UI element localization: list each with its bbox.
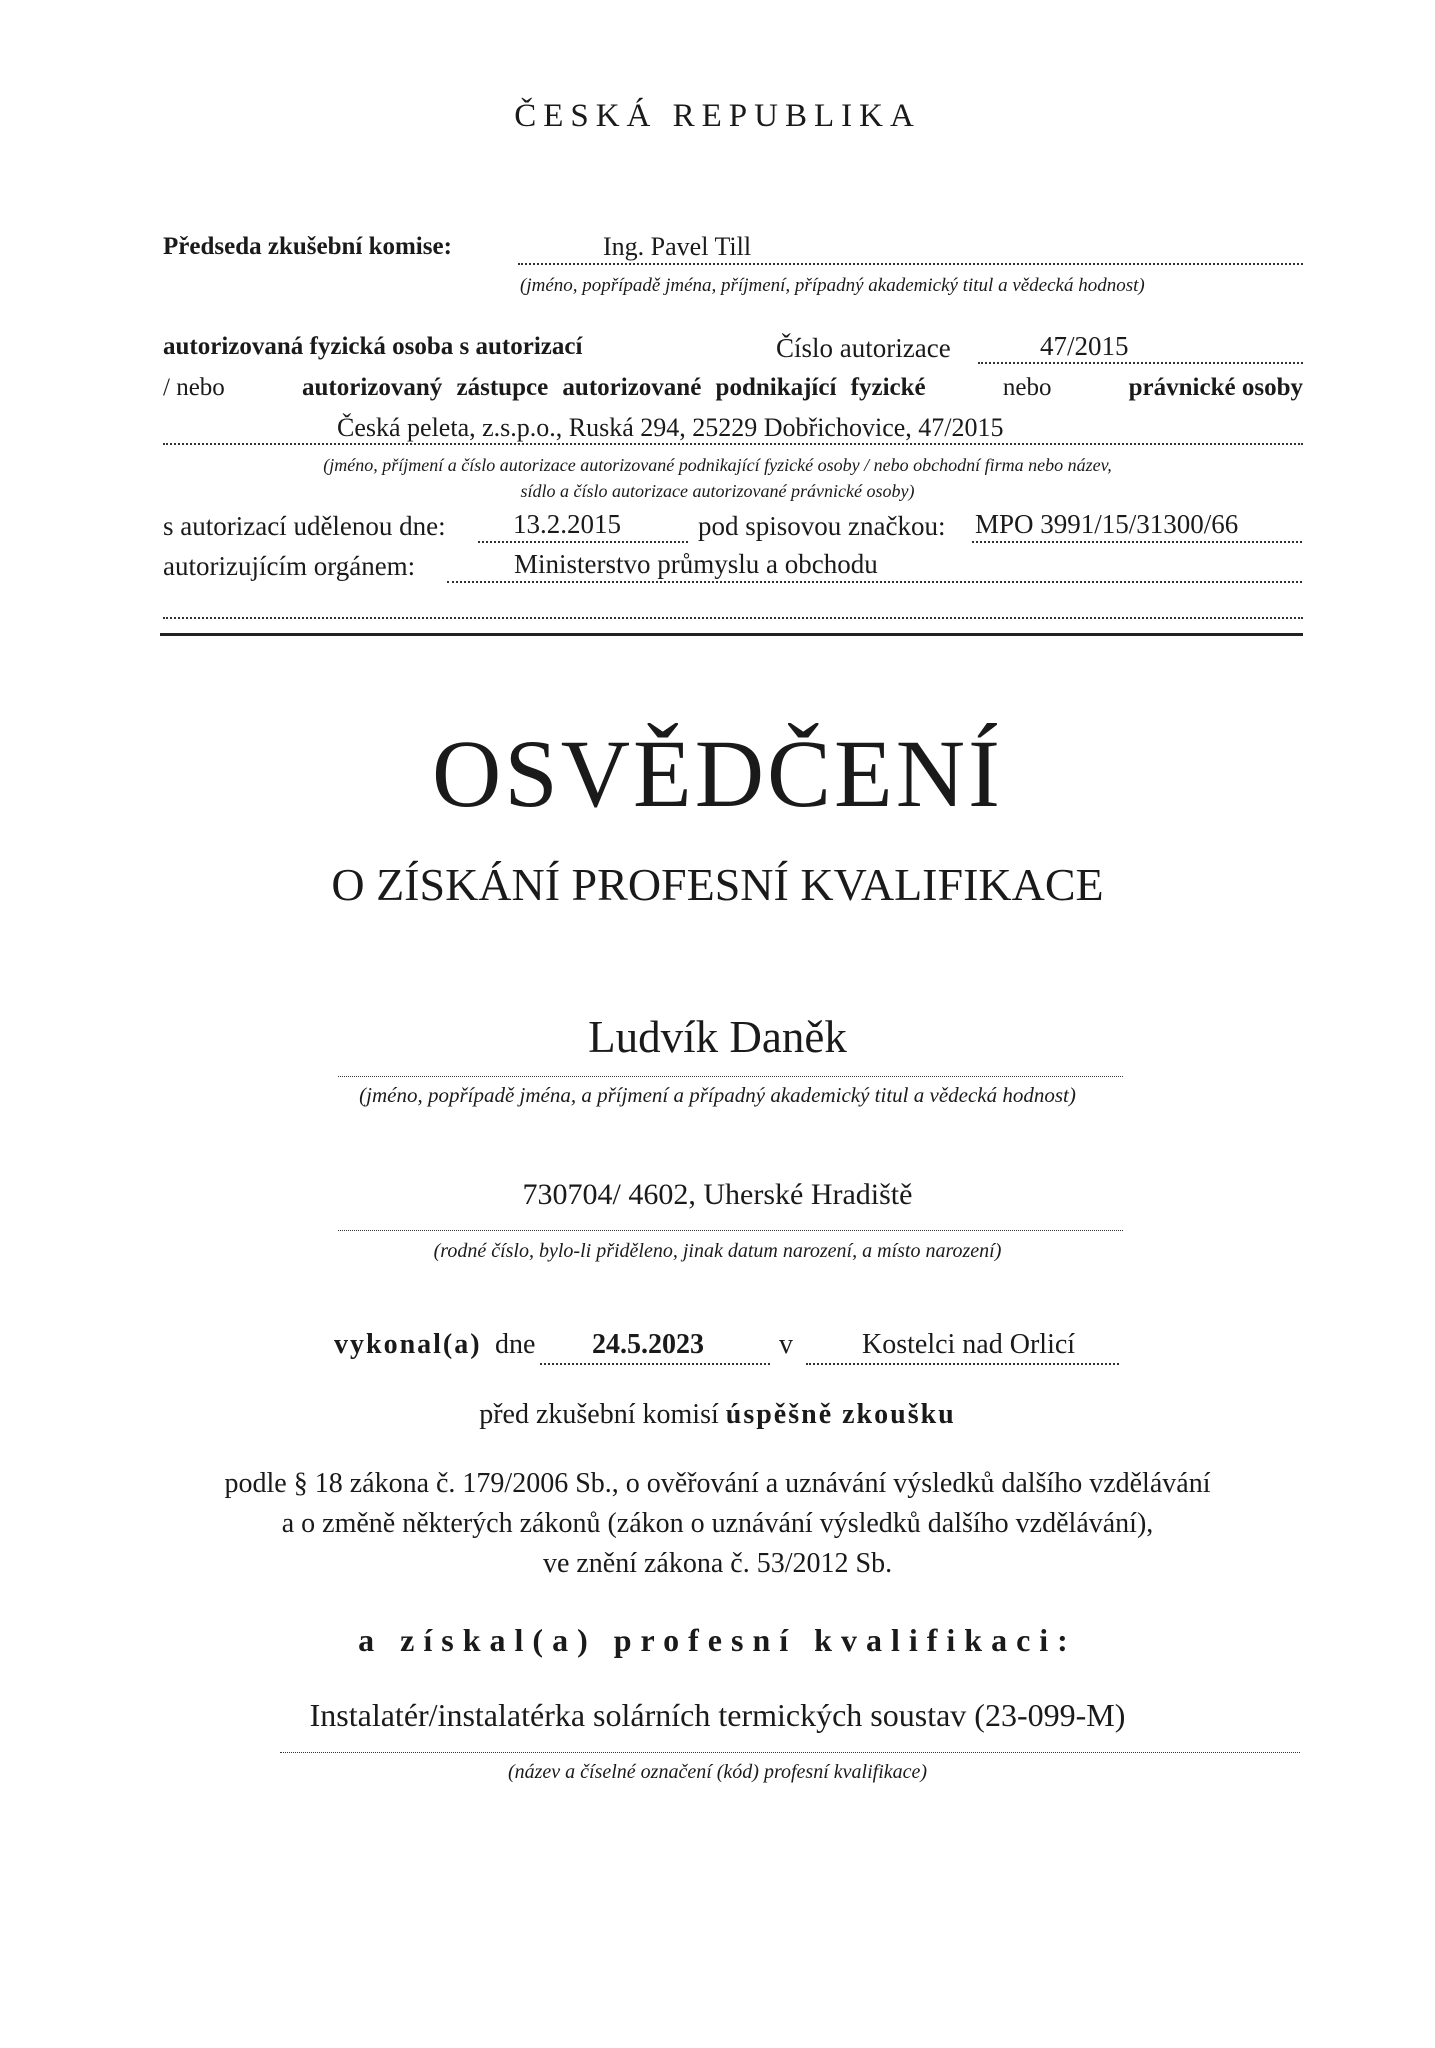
qualification-heading: a získal(a) profesní kvalifikaci: [358,1622,1077,1658]
holder-birth-line [338,1230,1123,1231]
authority-label: autorizujícím orgánem: [163,551,416,581]
authorization-number-line [978,362,1303,364]
file-label: pod spisovou značkou: [698,511,946,541]
entity-value: Česká peleta, z.s.p.o., Ruská 294, 25229 Dobřichovice, 47/2015 [337,413,1004,442]
exam-place-value: Kostelci nad Orlicí [862,1329,1076,1360]
chair-value-line [518,263,1303,265]
exam-place-line [806,1363,1119,1365]
holder-name-note: (jméno, popřípadě jména, a příjmení a případný akademický titul a vědecká hodnost) [359,1083,1076,1107]
qualification-line [280,1752,1300,1753]
exam-performed-label: vykonal(a) [334,1329,482,1360]
file-line [972,541,1302,543]
entity-note-2: sídlo a číslo autorizace autorizované právnické osoby) [520,481,915,501]
authorized-person-label: autorizovaná fyzická osoba s autorizací [163,333,583,360]
blank-line [163,617,1303,619]
holder-birth: 730704/ 4602, Uherské Hradiště [522,1178,913,1211]
holder-birth-note: (rodné číslo, bylo-li přiděleno, jinak datum narození, a místo narození) [433,1240,1002,1262]
granted-value: 13.2.2015 [513,509,621,539]
chair-label: Předseda zkušební komise: [163,233,452,260]
file-value: MPO 3991/15/31300/66 [975,509,1239,539]
or-prefix: / nebo [163,374,225,401]
separator-rule [160,633,1303,636]
chair-value: Ing. Pavel Till [603,232,752,261]
exam-success-text: úspěšně zkoušku [725,1399,956,1430]
exam-before-text: před zkušební komisí [479,1399,719,1430]
qualification-value: Instalatér/instalatérka solárních termických soustav (23-099-M) [309,1697,1126,1733]
country-heading: ČESKÁ REPUBLIKA [514,98,921,134]
law-line-1: podle § 18 zákona č. 179/2006 Sb., o ověřování a uznávání výsledků dalšího vzdělávání [224,1468,1211,1499]
qualification-note: (název a číselné označení (kód) profesní kvalifikace) [507,1761,928,1783]
authorization-number-label: Číslo autorizace [776,333,951,363]
representative-bold: autorizovaný zástupce autorizované podnikající fyzické [302,374,926,401]
representative-line [163,374,1303,402]
representative-end: právnické osoby [1128,374,1303,401]
holder-name: Ludvík Daněk [588,1012,847,1062]
entity-note-1: (jméno, příjmení a číslo autorizace autorizované podnikající fyzické osoby / nebo obchodní firma nebo název, [323,455,1112,475]
authorization-number-value: 47/2015 [1040,331,1129,361]
exam-result-line [0,1399,1435,1431]
holder-name-line [338,1076,1123,1077]
exam-date-line [540,1363,770,1365]
exam-date-label: dne [495,1329,536,1360]
chair-note: (jméno, popřípadě jména, příjmení, případný akademický titul a vědecká hodnost) [520,275,1145,296]
authority-value: Ministerstvo průmyslu a obchodu [514,549,878,579]
entity-line [163,443,1303,445]
granted-line [478,541,688,543]
law-line-3: ve znění zákona č. 53/2012 Sb. [542,1548,893,1579]
certificate-title: OSVĚDČENÍ [432,720,1003,827]
granted-label: s autorizací udělenou dne: [163,511,446,541]
law-line-2: a o změně některých zákonů (zákon o uznávání výsledků dalšího vzdělávání), [281,1508,1154,1539]
representative-mid: nebo [1002,374,1052,401]
exam-place-label: v [779,1329,793,1360]
exam-date-value: 24.5.2023 [592,1329,704,1360]
authority-line [447,581,1302,583]
certificate-subtitle: O ZÍSKÁNÍ PROFESNÍ KVALIFIKACE [331,859,1104,910]
